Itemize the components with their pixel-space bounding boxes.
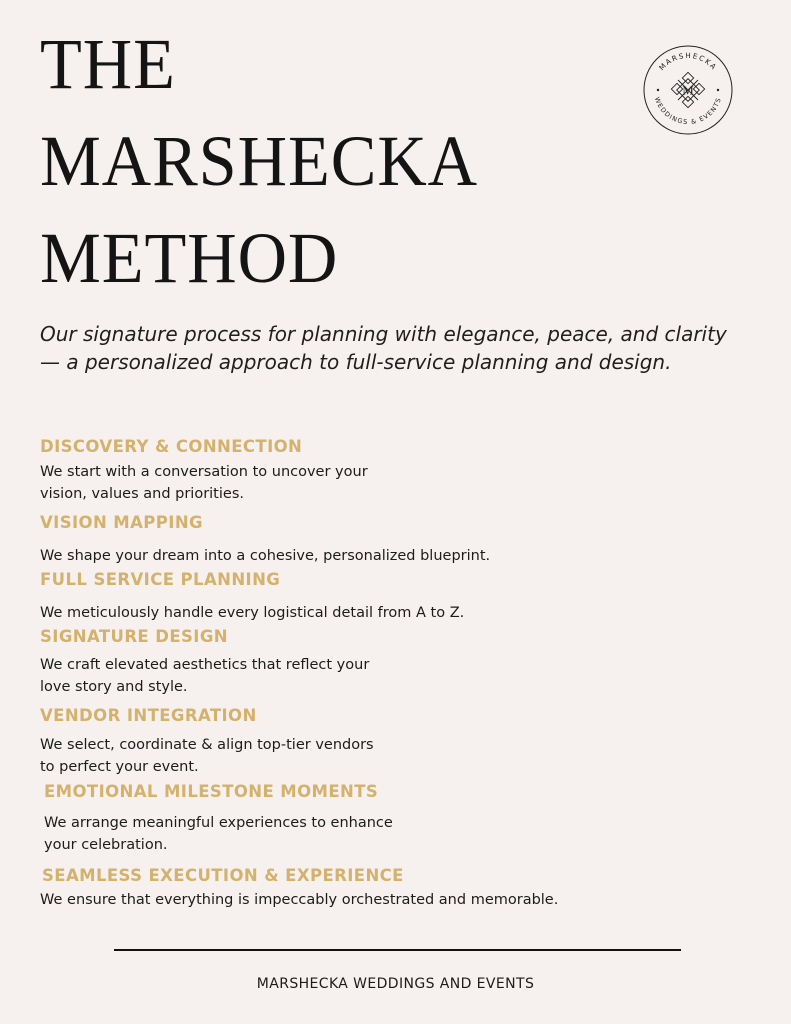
step-title: FULL SERVICE PLANNING [40, 570, 281, 589]
page-title-line-3: METHOD [40, 218, 339, 298]
step-emotional-milestones [44, 782, 744, 856]
step-title: VISION MAPPING [40, 513, 203, 532]
footer-brand: MARSHECKA WEDDINGS AND EVENTS [256, 976, 535, 992]
intro-text: Our signature process for planning with elegance, peace, and clarity — a personalized approach to full-service planning and design. [40, 322, 727, 374]
step-description: We ensure that everything is impeccably orchestrated and memorable. [40, 892, 559, 908]
logo-text-top: MARSHECKA [657, 50, 720, 73]
step-signature-design [40, 627, 740, 698]
step-description: We select, coordinate & align top-tier vendors to perfect your event. [40, 737, 374, 775]
step-vision-mapping [40, 513, 740, 567]
step-description: We shape your dream into a cohesive, personalized blueprint. [40, 548, 491, 564]
logo-text-bottom: WEDDINGS & EVENTS [652, 95, 724, 127]
page-title-line-1: THE [40, 24, 176, 104]
step-seamless-execution [42, 866, 742, 911]
step-full-service-planning [40, 570, 740, 624]
step-title: SEAMLESS EXECUTION & EXPERIENCE [42, 866, 404, 885]
page-title-line-2: MARSHECKA [40, 121, 479, 201]
step-title: EMOTIONAL MILESTONE MOMENTS [44, 782, 379, 801]
step-description: We arrange meaningful experiences to enhance your celebration. [44, 815, 393, 853]
step-vendor-integration [40, 706, 740, 778]
step-description: We start with a conversation to uncover your vision, values and priorities. [40, 464, 368, 502]
step-discovery [40, 437, 740, 505]
svg-text:MARSHECKA [657, 51, 719, 72]
monogram-seal-icon [642, 44, 734, 136]
step-title: DISCOVERY & CONNECTION [40, 437, 303, 456]
step-description: We craft elevated aesthetics that reflect your love story and style. [40, 657, 370, 695]
logo-monogram: M [682, 82, 694, 98]
step-description: We meticulously handle every logistical detail from A to Z. [40, 605, 465, 621]
step-title: VENDOR INTEGRATION [40, 706, 257, 725]
svg-text:WEDDINGS & EVENTS [653, 96, 723, 126]
step-title: SIGNATURE DESIGN [40, 627, 228, 646]
footer-divider [114, 949, 681, 951]
